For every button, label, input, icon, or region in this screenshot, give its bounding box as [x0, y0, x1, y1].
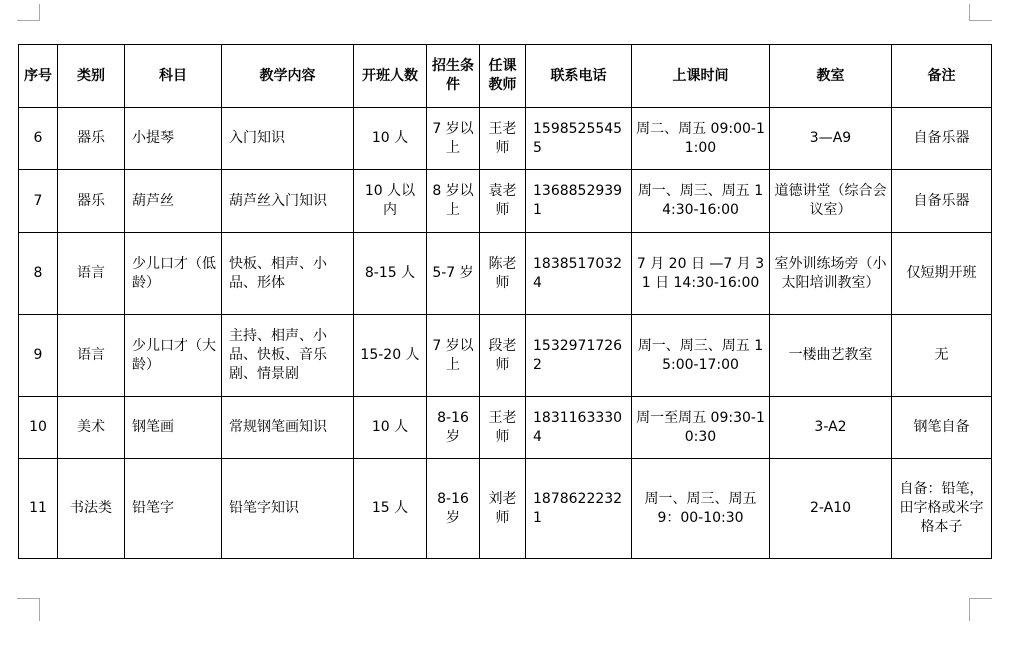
header-category: 类别 [58, 45, 125, 108]
cell-subject: 钢笔画 [125, 397, 222, 459]
cell-category: 书法类 [58, 459, 125, 559]
header-classroom: 教室 [770, 45, 892, 108]
table-row [19, 233, 992, 315]
cell-phone: 18786222321 [526, 459, 632, 559]
cell-classroom: 道德讲堂（综合会议室） [770, 170, 892, 233]
cell-content: 主持、相声、小品、快板、音乐剧、情景剧 [222, 315, 354, 397]
header-requirement: 招生条件 [427, 45, 480, 108]
cell-phone: 18385170324 [526, 233, 632, 315]
cell-phone: 15985255455 [526, 108, 632, 170]
cell-class-size: 10 人以内 [354, 170, 427, 233]
table-row [19, 170, 992, 233]
cell-category: 语言 [58, 315, 125, 397]
cell-category: 器乐 [58, 170, 125, 233]
cell-time: 周一、周三、周五 9：00-10:30 [632, 459, 770, 559]
header-time: 上课时间 [632, 45, 770, 108]
cell-teacher: 陈老师 [480, 233, 526, 315]
cell-teacher: 段老师 [480, 315, 526, 397]
cell-requirement: 7 岁以上 [427, 108, 480, 170]
table-row [19, 459, 992, 559]
page-corner-top-left [17, 4, 40, 21]
cell-subject: 小提琴 [125, 108, 222, 170]
cell-category: 美术 [58, 397, 125, 459]
cell-subject: 少儿口才（低龄） [125, 233, 222, 315]
table-row [19, 315, 992, 397]
page-corner-top-right [969, 4, 992, 21]
cell-class-size: 8-15 人 [354, 233, 427, 315]
header-index: 序号 [19, 45, 58, 108]
cell-time: 7 月 20 日 —7 月 31 日 14:30-16:00 [632, 233, 770, 315]
cell-classroom: 3-A2 [770, 397, 892, 459]
cell-remarks: 无 [892, 315, 992, 397]
cell-time: 周一、周三、周五 14:30-16:00 [632, 170, 770, 233]
page-corner-bottom-right [969, 598, 992, 621]
cell-remarks: 自备乐器 [892, 170, 992, 233]
header-class-size: 开班人数 [354, 45, 427, 108]
cell-index: 6 [19, 108, 58, 170]
cell-index: 7 [19, 170, 58, 233]
cell-index: 10 [19, 397, 58, 459]
header-teacher: 任课教师 [480, 45, 526, 108]
header-subject: 科目 [125, 45, 222, 108]
header-remarks: 备注 [892, 45, 992, 108]
cell-index: 11 [19, 459, 58, 559]
cell-teacher: 袁老师 [480, 170, 526, 233]
cell-teacher: 王老师 [480, 108, 526, 170]
cell-requirement: 8 岁以上 [427, 170, 480, 233]
cell-index: 8 [19, 233, 58, 315]
cell-requirement: 8-16 岁 [427, 397, 480, 459]
cell-content: 常规钢笔画知识 [222, 397, 354, 459]
cell-content: 入门知识 [222, 108, 354, 170]
header-content: 教学内容 [222, 45, 354, 108]
cell-remarks: 仅短期开班 [892, 233, 992, 315]
cell-content: 葫芦丝入门知识 [222, 170, 354, 233]
cell-index: 9 [19, 315, 58, 397]
cell-classroom: 2-A10 [770, 459, 892, 559]
cell-category: 器乐 [58, 108, 125, 170]
header-row [19, 45, 992, 108]
cell-subject: 少儿口才（大龄） [125, 315, 222, 397]
cell-time: 周一至周五 09:30-10:30 [632, 397, 770, 459]
class-schedule-table [18, 44, 992, 559]
page-corner-bottom-left [17, 598, 40, 621]
cell-category: 语言 [58, 233, 125, 315]
table-row [19, 108, 992, 170]
cell-remarks: 自备：铅笔，田字格或米字格本子 [892, 459, 992, 559]
cell-time: 周二、周五 09:00-11:00 [632, 108, 770, 170]
cell-requirement: 8-16 岁 [427, 459, 480, 559]
cell-remarks: 钢笔自备 [892, 397, 992, 459]
cell-subject: 葫芦丝 [125, 170, 222, 233]
cell-class-size: 15 人 [354, 459, 427, 559]
cell-remarks: 自备乐器 [892, 108, 992, 170]
cell-content: 铅笔字知识 [222, 459, 354, 559]
cell-phone: 15329717262 [526, 315, 632, 397]
cell-class-size: 15-20 人 [354, 315, 427, 397]
cell-classroom: 室外训练场旁（小太阳培训教室） [770, 233, 892, 315]
cell-content: 快板、相声、小品、形体 [222, 233, 354, 315]
header-phone: 联系电话 [526, 45, 632, 108]
cell-time: 周一、周三、周五 15:00-17:00 [632, 315, 770, 397]
cell-class-size: 10 人 [354, 108, 427, 170]
cell-classroom: 一楼曲艺教室 [770, 315, 892, 397]
cell-requirement: 5-7 岁 [427, 233, 480, 315]
cell-teacher: 刘老师 [480, 459, 526, 559]
cell-phone: 18311633304 [526, 397, 632, 459]
table-row [19, 397, 992, 459]
cell-classroom: 3—A9 [770, 108, 892, 170]
cell-requirement: 7 岁以上 [427, 315, 480, 397]
cell-teacher: 王老师 [480, 397, 526, 459]
cell-subject: 铅笔字 [125, 459, 222, 559]
cell-phone: 13688529391 [526, 170, 632, 233]
cell-class-size: 10 人 [354, 397, 427, 459]
